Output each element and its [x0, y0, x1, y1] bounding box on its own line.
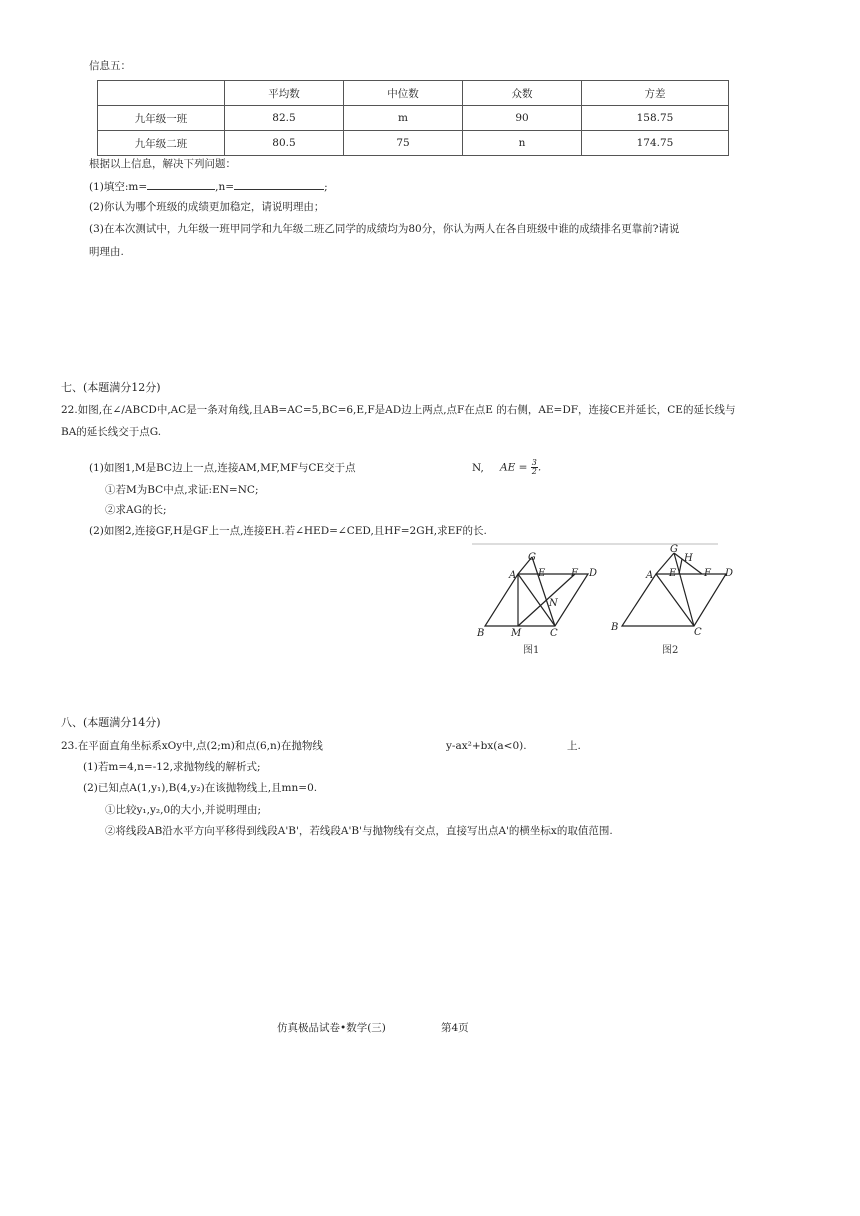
q22-part1: (1)如图1,M是BC边上一点,连接AM,MF,MF与CE交于点	[89, 462, 356, 474]
table-header-cell	[98, 81, 225, 106]
label: F	[704, 568, 711, 579]
figure-2-caption: 图2	[662, 645, 679, 656]
label: A	[509, 570, 517, 581]
formula-period: .	[537, 461, 542, 474]
q23-part2-a: ①比较y₁,y₂,0的大小,并说明理由;	[105, 804, 262, 816]
label: G	[528, 552, 536, 563]
table-cell: 75	[344, 131, 463, 156]
table-cell: 82.5	[225, 106, 344, 131]
parallelogram-2	[622, 574, 726, 626]
table-header-cell: 众数	[463, 81, 582, 106]
table-cell: n	[463, 131, 582, 156]
q22-part1-n: N,	[472, 462, 484, 474]
q21-part1-mid: ,n=	[215, 181, 235, 193]
q23-part2-b: ②将线段AB沿水平方向平移得到线段A'B'，若线段A'B'与抛物线有交点，直接写出点A'的横坐标x的取值范围.	[105, 825, 613, 837]
fraction	[531, 459, 538, 476]
q23-part1: (1)若m=4,n=-12,求抛物线的解析式;	[83, 761, 261, 773]
label: A	[646, 570, 654, 581]
answer-blank-n[interactable]	[234, 178, 324, 190]
table-cell: 九年级二班	[98, 131, 225, 156]
q22-line2: BA的延长线交于点G.	[61, 426, 162, 438]
q21-part3-line2: 明理由.	[89, 246, 124, 258]
label: E	[538, 568, 546, 579]
q21-part1-end: ;	[324, 181, 328, 193]
table-cell: 158.75	[582, 106, 729, 131]
q22-part1-b: ②求AG的长;	[105, 504, 167, 516]
q23-equation: y-ax²+bx(a<0).	[446, 740, 527, 752]
figure-1-caption: 图1	[523, 645, 540, 656]
q21-part2: (2)你认为哪个班级的成绩更加稳定，请说明理由；	[89, 201, 325, 213]
q21-part1	[89, 178, 328, 194]
label: D	[725, 568, 734, 579]
q21-part3-line1: (3)在本次测试中，九年级一班甲同学和九年级二班乙同学的成绩均为80分，你认为两人在各自班级中谁的成绩排名更靠前?请说	[89, 223, 680, 235]
diagonal-ac	[656, 574, 694, 626]
table-header-cell: 中位数	[344, 81, 463, 106]
q21-intro: 根据以上信息，解决下列问题：	[89, 158, 236, 170]
table-cell: m	[344, 106, 463, 131]
stats-table	[97, 80, 729, 156]
label: E	[669, 568, 677, 579]
q22-formula	[500, 459, 541, 479]
fraction-denominator: 2	[531, 467, 537, 476]
label: D	[589, 568, 598, 579]
table-header-cell: 方差	[582, 81, 729, 106]
q22-line1: 22.如图,在∠/ABCD中,AC是一条对角线,且AB=AC=5,BC=6,E,F是AD边上两点,点F在点E 的右侧，AE=DF，连接CE并延长，CE的延长线与	[61, 404, 736, 416]
formula-ae: AE =	[500, 461, 528, 474]
line-mf	[518, 574, 575, 626]
label: M	[511, 628, 522, 639]
geometry-figures	[470, 540, 734, 660]
footer-title: 仿真极品试卷•数学(三)	[277, 1022, 386, 1034]
label: B	[477, 628, 485, 639]
table-header-row	[98, 81, 729, 106]
table-row	[98, 131, 729, 156]
figure-2	[622, 553, 726, 626]
q22-part2: (2)如图2,连接GF,H是GF上一点,连接EH.若∠HED=∠CED,且HF=2GH,求EF的长.	[89, 525, 487, 537]
table-cell: 174.75	[582, 131, 729, 156]
label: H	[684, 553, 693, 564]
q21-part1-prefix: (1)填空:m=	[89, 181, 148, 193]
label: C	[550, 628, 558, 639]
table-row	[98, 106, 729, 131]
table-cell: 80.5	[225, 131, 344, 156]
label: C	[694, 627, 702, 638]
line-eh	[679, 559, 682, 574]
figure-2-labels	[610, 544, 733, 638]
table-cell: 90	[463, 106, 582, 131]
section-8-heading: 八、(本题满分14分)	[61, 716, 161, 729]
q23-end: 上.	[567, 740, 581, 752]
label: N	[549, 598, 558, 609]
label: G	[670, 544, 678, 555]
q22-part1-a: ①若M为BC中点,求证:EN=NC;	[105, 484, 259, 496]
section-7-heading: 七、(本题满分12分)	[61, 381, 161, 394]
table-cell: 九年级一班	[98, 106, 225, 131]
q23-text: 23.在平面直角坐标系xOy中,点(2;m)和点(6,n)在抛物线	[61, 740, 323, 752]
table-header-cell: 平均数	[225, 81, 344, 106]
info-label: 信息五：	[89, 60, 131, 72]
fraction-numerator: 3	[531, 458, 537, 467]
q23-part2: (2)已知点A(1,y₁),B(4,y₂)在该抛物线上,且mn=0.	[83, 782, 318, 794]
label: F	[571, 568, 578, 579]
label: B	[611, 622, 619, 633]
answer-blank-m[interactable]	[147, 178, 215, 190]
footer-page-number: 第4页	[441, 1022, 469, 1034]
